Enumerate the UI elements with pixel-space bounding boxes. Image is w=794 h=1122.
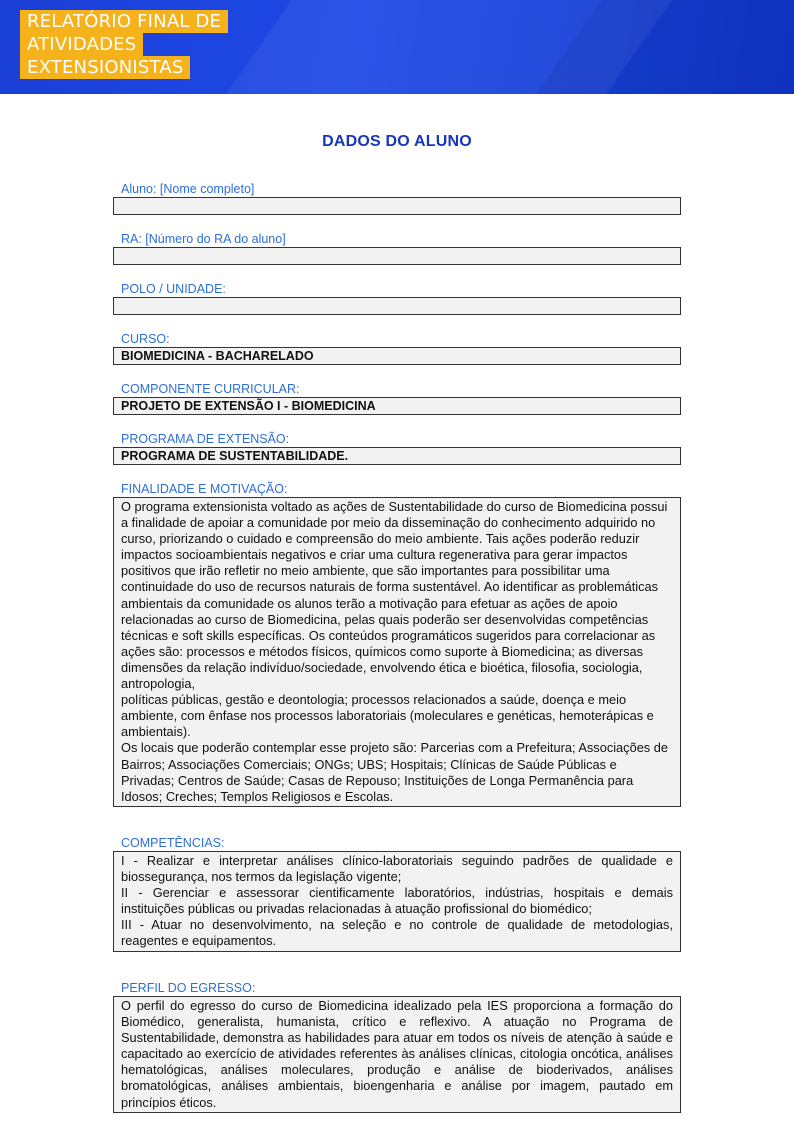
aluno-label: Aluno: [Nome completo] [121, 182, 255, 196]
curso-label: CURSO: [121, 332, 170, 346]
componente-label: COMPONENTE CURRICULAR: [121, 382, 300, 396]
competencias-field [113, 836, 681, 952]
perfil-field [113, 981, 681, 1113]
competencias-label: COMPETÊNCIAS: [121, 836, 225, 850]
report-title-line: ATIVIDADES [20, 33, 143, 56]
programa-label: PROGRAMA DE EXTENSÃO: [121, 432, 290, 446]
ra-input[interactable] [113, 247, 681, 265]
programa-field [113, 432, 681, 465]
perfil-label: PERFIL DO EGRESSO: [121, 981, 256, 995]
header-banner [0, 0, 794, 94]
componente-value: PROJETO DE EXTENSÃO I - BIOMEDICINA [113, 397, 681, 415]
report-title-line: EXTENSIONISTAS [20, 56, 190, 79]
polo-field [113, 282, 681, 315]
finalidade-label: FINALIDADE E MOTIVAÇÃO: [121, 482, 288, 496]
aluno-field [113, 182, 681, 215]
section-title: DADOS DO ALUNO [322, 133, 472, 150]
report-title-line: RELATÓRIO FINAL DE [20, 10, 228, 33]
aluno-input[interactable] [113, 197, 681, 215]
polo-input[interactable] [113, 297, 681, 315]
componente-field [113, 382, 681, 415]
finalidade-text: O programa extensionista voltado as ações de Sustentabilidade do curso de Biomedicina possui a finalidade de apoiar a comunidade por meio da disseminação do conhecimento adquirido no curso, priorizando o cuidado e compreensão do meio ambiente. Tais ações poderão reduzir impactos socioambientais negativos e criar uma cultura regenerativa para gerar impactos positivos que irão refletir no meio ambiente, que são importantes para possibilitar uma continuidade do uso de recursos naturais de forma sustentável. Ao identificar as problemáticas ambientais da comunidade os alunos terão a motivação para efetuar as ações de apoio relacionadas ao curso de Biomedicina, pelas quais poderão ser desenvolvidas competências técnicas e soft skills específicas. Os conteúdos programáticos sugeridos para correlacionar as ações são: processos e métodos físicos, químicos como suporte à Biomedicina; as diversas dimensões da relação indivíduo/sociedade, envolvendo ética e bioética, filosofia, sociologia, antropologia, políticas públicas, gestão e deontologia; processos relacionados a saúde, doença e meio ambiente, com ênfase nos processos laboratoriais (moleculares e genéticas, hemoterápicas e ambientais). Os locais que poderão contemplar esse projeto são: Parcerias com a Prefeitura; Associações de Bairros; Associações Comerciais; ONGs; UBS; Hospitais; Clínicas de Saúde Públicas e Privadas; Centros de Saúde; Casas de Repouso; Instituições de Longa Permanência para Idosos; Creches; Templos Religiosos e Escolas. [113, 497, 681, 807]
finalidade-field [113, 482, 681, 807]
report-title [20, 10, 228, 79]
curso-field [113, 332, 681, 365]
competencias-text: I - Realizar e interpretar análises clínico-laboratoriais seguindo padrões de qualidade e biossegurança, nos termos da legislação vigente; II - Gerenciar e assessorar cientificamente laboratórios, indústrias, hospitais e demais instituições públicas ou privadas relacionadas à atuação profissional do biomédico; III - Atuar no desenvolvimento, na seleção e no controle de qualidade de metodologias, reagentes e equipamentos. [113, 851, 681, 952]
curso-value: BIOMEDICINA - BACHARELADO [113, 347, 681, 365]
polo-label: POLO / UNIDADE: [121, 282, 226, 296]
programa-value: PROGRAMA DE SUSTENTABILIDADE. [113, 447, 681, 465]
perfil-text: O perfil do egresso do curso de Biomedicina idealizado pela IES proporciona a formação do Biomédico, generalista, humanista, crítico e reflexivo. A atuação no Programa de Sustentabilidade, demonstra as habilidades para atuar em todos os níveis de atenção à saúde e capacitado ao exercício de atividades referentes às análises clínicas, citologia oncótica, análises hematológicas, análises moleculares, produção e análise de bioderivados, análises bromatológicas, análises ambientais, bioengenharia e análise por imagem, pautado em princípios éticos. [113, 996, 681, 1113]
ra-field [113, 232, 681, 265]
ra-label: RA: [Número do RA do aluno] [121, 232, 286, 246]
